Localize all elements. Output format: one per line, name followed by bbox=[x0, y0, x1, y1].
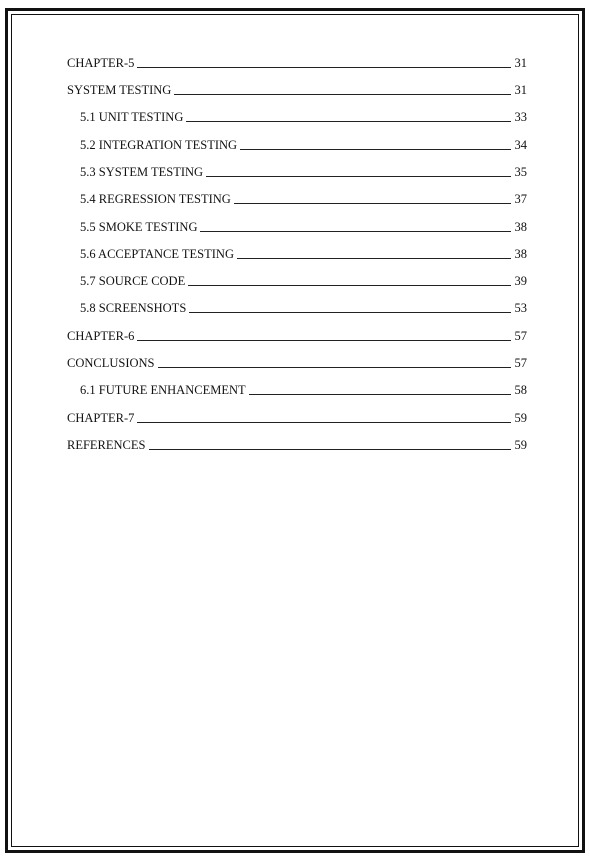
toc-entry-page: 33 bbox=[514, 110, 527, 124]
toc-entry-page: 39 bbox=[514, 274, 527, 288]
toc-leader-line bbox=[240, 149, 511, 150]
toc-entry-conclusions[interactable] bbox=[67, 352, 527, 370]
toc-entry-label: 5.2 INTEGRATION TESTING bbox=[80, 138, 238, 152]
toc-leader-line bbox=[149, 449, 512, 450]
toc-entry-label: 5.5 SMOKE TESTING bbox=[80, 220, 198, 234]
toc-leader-line bbox=[188, 285, 511, 286]
toc-entry-page: 53 bbox=[514, 301, 527, 315]
toc-entry-page: 38 bbox=[514, 220, 527, 234]
toc-entry-label: CHAPTER-6 bbox=[67, 329, 135, 343]
toc-entry-acceptance-testing[interactable] bbox=[80, 243, 527, 261]
toc-entry-page: 57 bbox=[514, 356, 527, 370]
toc-leader-line bbox=[189, 312, 511, 313]
toc-entry-screenshots[interactable] bbox=[80, 297, 527, 315]
toc-entry-future-enhancement[interactable] bbox=[80, 379, 527, 397]
toc-entry-page: 31 bbox=[514, 56, 527, 70]
toc-entry-label: SYSTEM TESTING bbox=[67, 83, 172, 97]
toc-leader-line bbox=[158, 367, 511, 368]
toc-entry-page: 59 bbox=[514, 438, 527, 452]
toc-entry-page: 58 bbox=[514, 383, 527, 397]
toc-entry-page: 35 bbox=[514, 165, 527, 179]
toc-entry-label: REFERENCES bbox=[67, 438, 146, 452]
toc-entry-integration-testing[interactable] bbox=[80, 134, 527, 152]
toc-entry-label: 5.3 SYSTEM TESTING bbox=[80, 165, 204, 179]
toc-leader-line bbox=[174, 94, 511, 95]
toc-entry-label: 5.8 SCREENSHOTS bbox=[80, 301, 187, 315]
toc-entry-system-testing-sub[interactable] bbox=[80, 161, 527, 179]
toc-entry-label: CONCLUSIONS bbox=[67, 356, 155, 370]
toc-entry-page: 38 bbox=[514, 247, 527, 261]
toc-entry-page: 34 bbox=[514, 138, 527, 152]
toc-entry-page: 31 bbox=[514, 83, 527, 97]
toc-entry-label: 6.1 FUTURE ENHANCEMENT bbox=[80, 383, 246, 397]
toc-leader-line bbox=[137, 422, 511, 423]
toc-entry-label: 5.6 ACCEPTANCE TESTING bbox=[80, 247, 234, 261]
toc-leader-line bbox=[137, 67, 511, 68]
toc-entry-label: 5.1 UNIT TESTING bbox=[80, 110, 184, 124]
toc-leader-line bbox=[200, 231, 511, 232]
toc-entry-label: CHAPTER-7 bbox=[67, 411, 135, 425]
toc-entry-page: 57 bbox=[514, 329, 527, 343]
toc-leader-line bbox=[186, 121, 511, 122]
toc-entry-label: 5.7 SOURCE CODE bbox=[80, 274, 186, 288]
toc-entry-source-code[interactable] bbox=[80, 270, 527, 288]
toc-leader-line bbox=[206, 176, 511, 177]
toc-entry-label: CHAPTER-5 bbox=[67, 56, 135, 70]
toc-entry-unit-testing[interactable] bbox=[80, 106, 527, 124]
toc-entry-label: 5.4 REGRESSION TESTING bbox=[80, 192, 231, 206]
toc-entry-page: 37 bbox=[514, 192, 527, 206]
toc-leader-line bbox=[249, 394, 511, 395]
toc-leader-line bbox=[137, 340, 511, 341]
toc-entry-smoke-testing[interactable] bbox=[80, 216, 527, 234]
toc-entry-page: 59 bbox=[514, 411, 527, 425]
toc-entry-references[interactable] bbox=[67, 434, 527, 452]
toc-entry-chapter-7[interactable] bbox=[67, 407, 527, 425]
toc-entry-chapter-6[interactable] bbox=[67, 325, 527, 343]
toc-leader-line bbox=[237, 258, 511, 259]
toc-entry-regression-testing[interactable] bbox=[80, 188, 527, 206]
toc-entry-system-testing[interactable] bbox=[67, 79, 527, 97]
toc-entry-chapter-5[interactable] bbox=[67, 52, 527, 70]
toc-leader-line bbox=[234, 203, 511, 204]
